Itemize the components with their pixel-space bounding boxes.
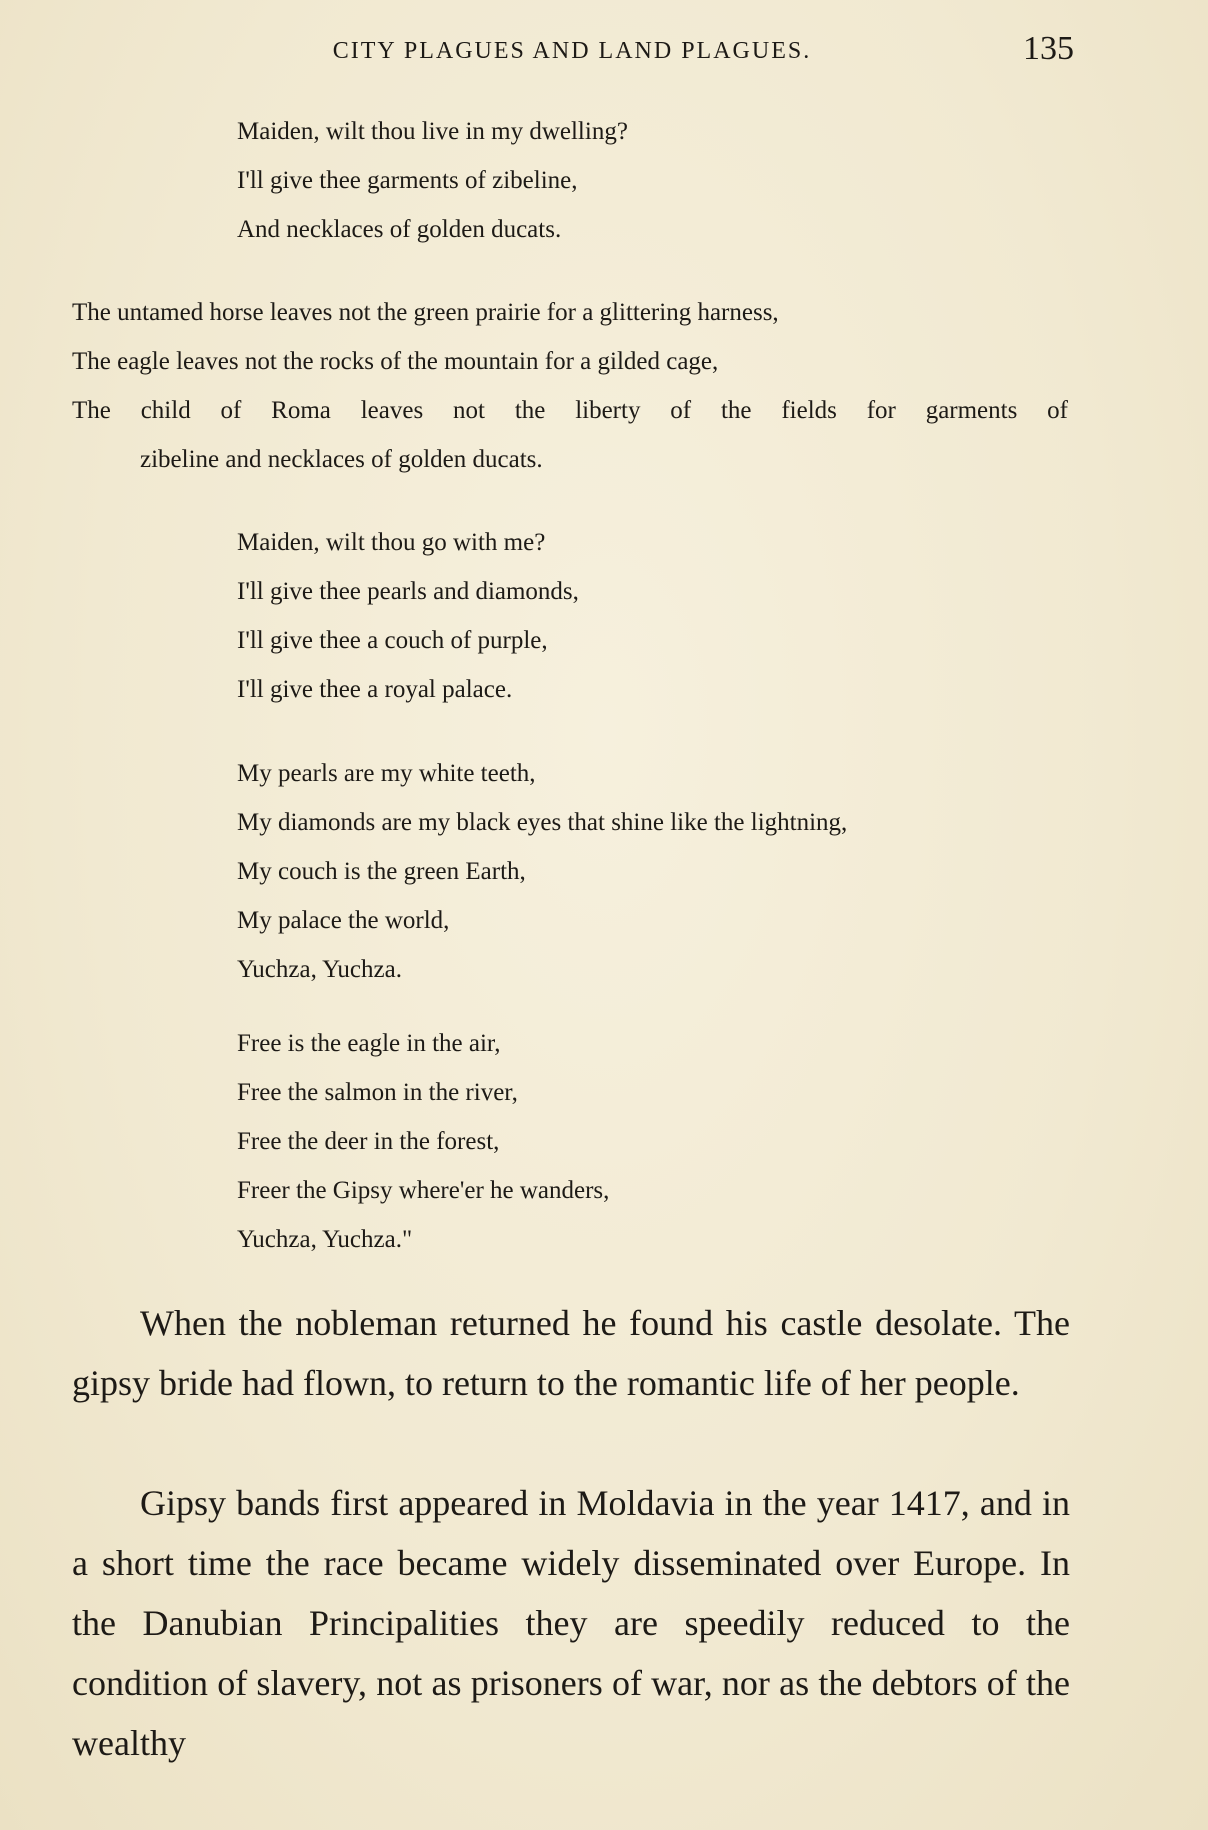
page-number: 135 <box>1023 30 1074 67</box>
body-paragraph <box>72 1473 1070 1773</box>
paragraph-text: When the nobleman returned he found his castle desolate. The gipsy bride had flown, to return to the romantic life of her people. <box>72 1303 1070 1403</box>
verse-line: My diamonds are my black eyes that shine like the lightning, <box>237 809 848 836</box>
verse-line: The eagle leaves not the rocks of the mountain for a gilded cage, <box>72 348 719 375</box>
verse-line: Yuchza, Yuchza." <box>237 1226 413 1253</box>
verse-line: Freer the Gipsy where'er he wanders, <box>237 1177 610 1204</box>
body-paragraph <box>72 1293 1070 1413</box>
verse-line: My couch is the green Earth, <box>237 858 526 885</box>
verse-line: I'll give thee a couch of purple, <box>237 627 548 654</box>
verse-line: I'll give thee pearls and diamonds, <box>237 578 579 605</box>
verse-line: My pearls are my white teeth, <box>237 760 536 787</box>
verse-line: Maiden, wilt thou live in my dwelling? <box>237 118 628 145</box>
verse-line: Yuchza, Yuchza. <box>237 956 402 983</box>
verse-line: Maiden, wilt thou go with me? <box>237 529 546 556</box>
verse-line: zibeline and necklaces of golden ducats. <box>140 446 543 473</box>
verse-line: The untamed horse leaves not the green prairie for a glittering harness, <box>72 299 779 326</box>
verse-line: The child of Roma leaves not the liberty of the fields for garments of <box>72 397 1068 424</box>
verse-line: Free the salmon in the river, <box>237 1079 518 1106</box>
verse-line: My palace the world, <box>237 907 450 934</box>
verse-line: Free the deer in the forest, <box>237 1128 500 1155</box>
verse-line: I'll give thee garments of zibeline, <box>237 167 578 194</box>
page-header <box>72 30 1072 70</box>
paragraph-text: Gipsy bands first appeared in Moldavia in the year 1417, and in a short time the race became widely disseminated over Europe. In the Danubian Principalities they are speedily reduced to the condition of slavery, not as prisoners of war, nor as the debtors of the wealthy <box>72 1483 1070 1763</box>
verse-line: I'll give thee a royal palace. <box>237 676 513 703</box>
running-head: CITY PLAGUES AND LAND PLAGUES. <box>332 38 812 64</box>
verse-line: Free is the eagle in the air, <box>237 1030 501 1057</box>
verse-line: And necklaces of golden ducats. <box>237 216 562 243</box>
